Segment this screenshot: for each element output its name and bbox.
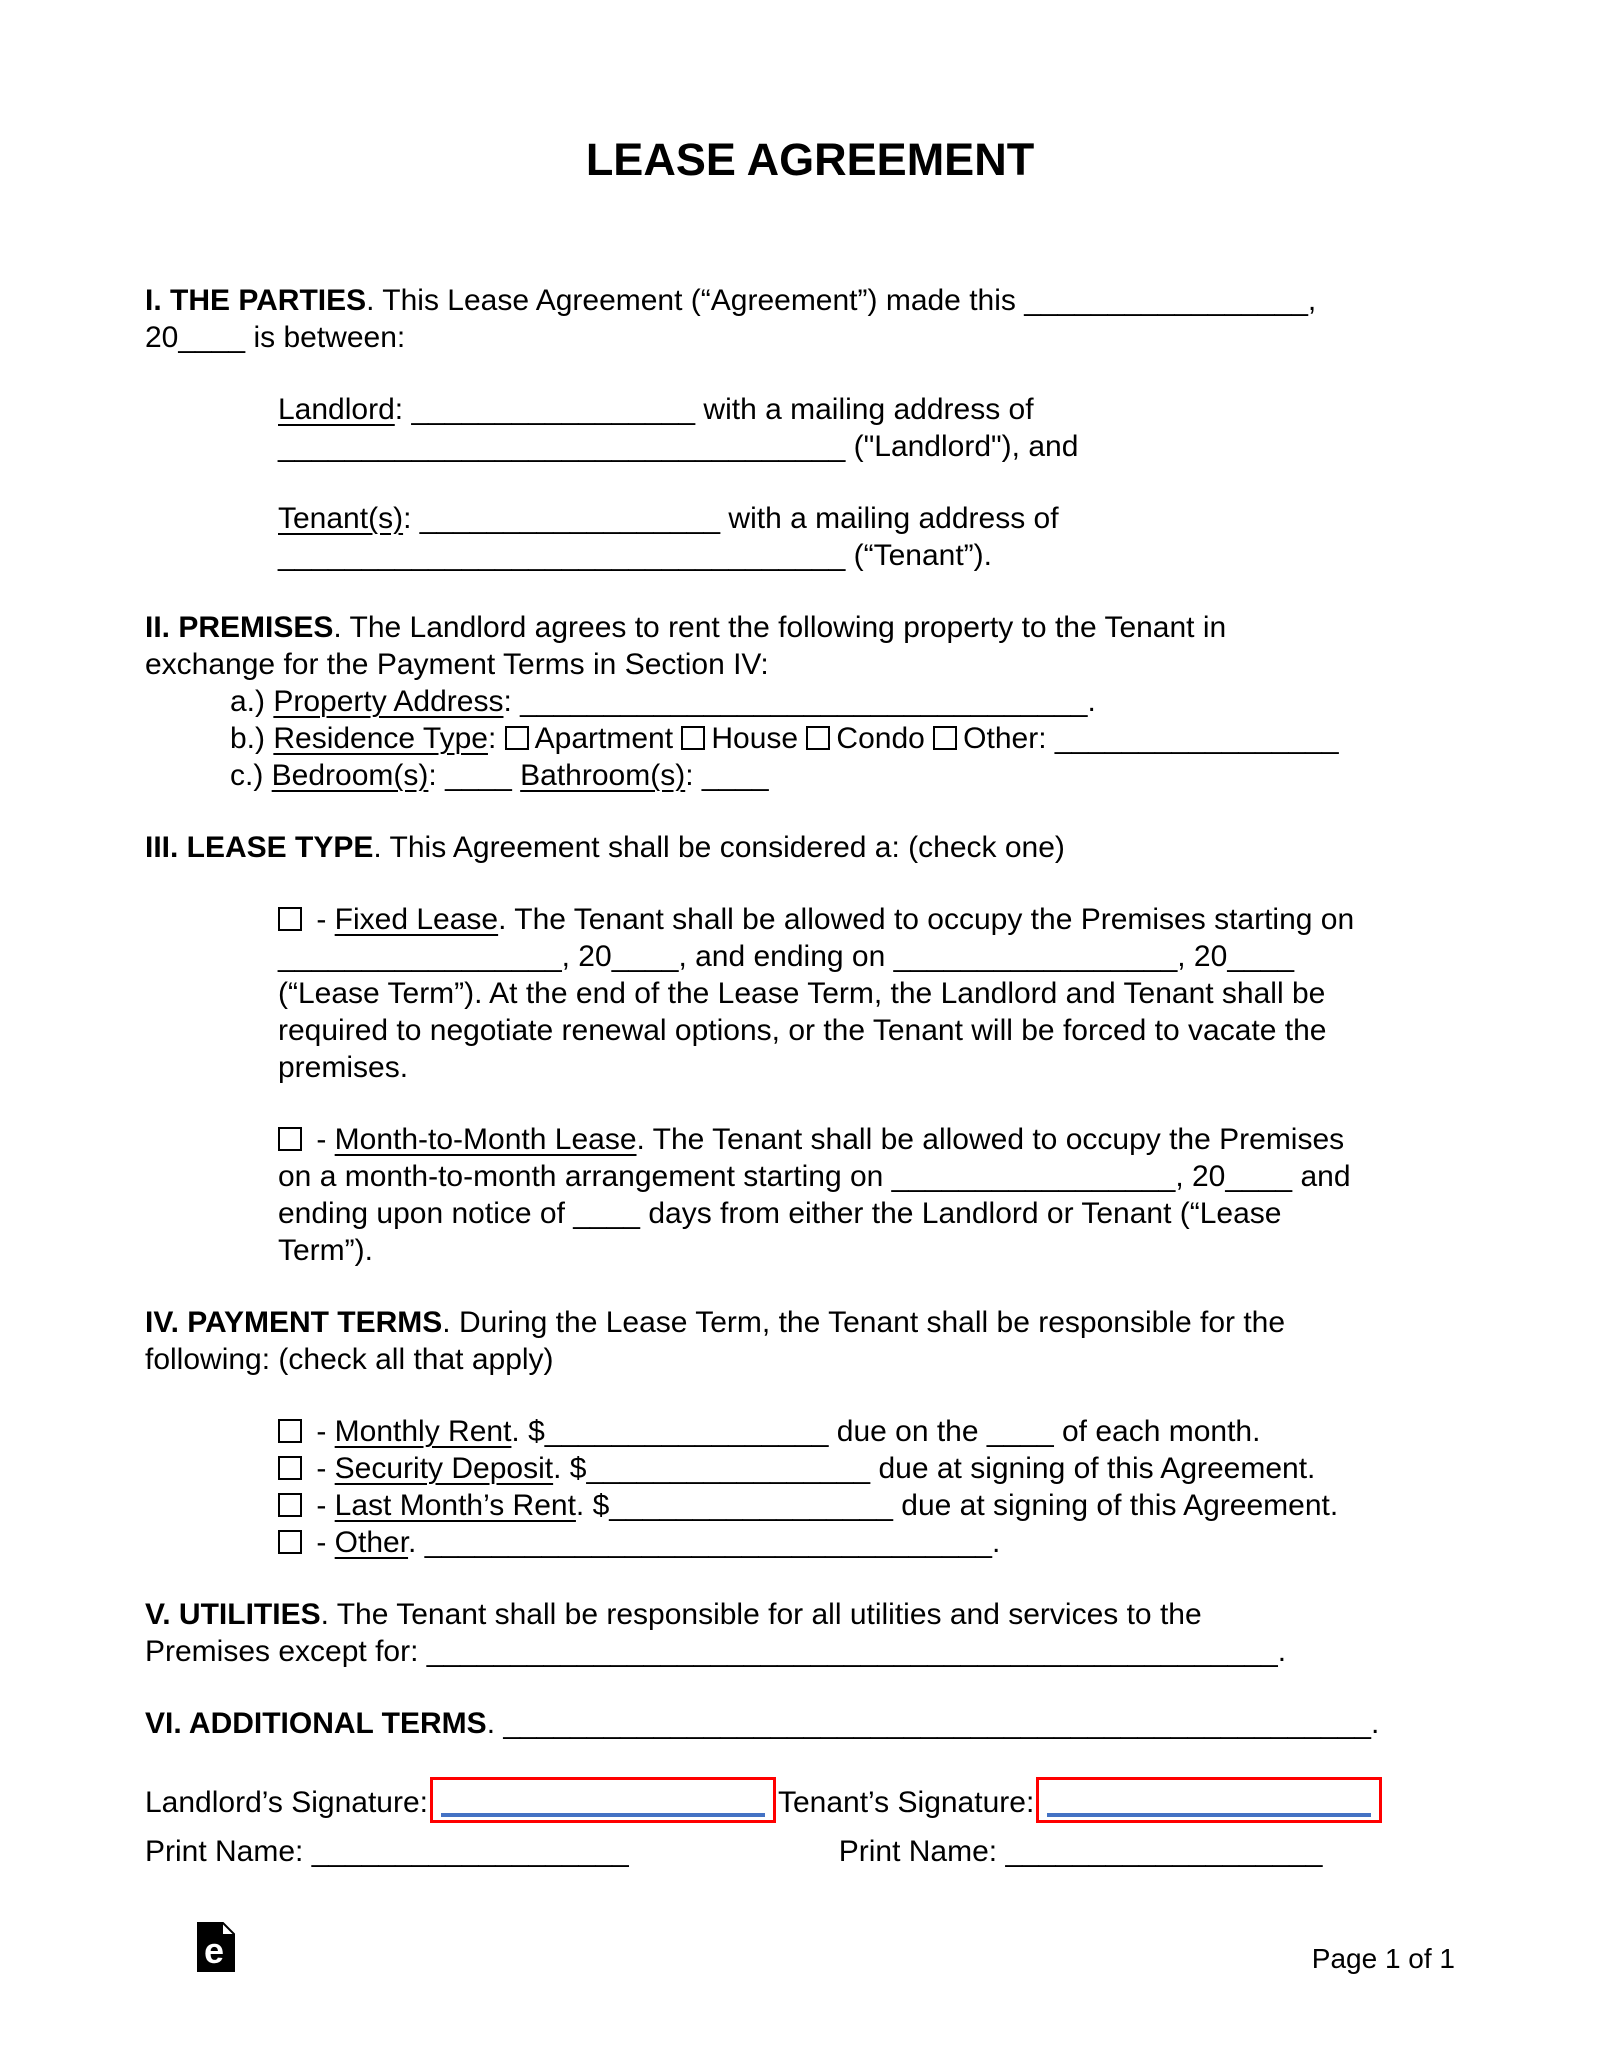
m2m-lease-line-2 (278, 1158, 1475, 1195)
text-run: : (503, 685, 521, 718)
blank-fixed-start-date: _________________ (278, 940, 562, 973)
utilities-line-2 (145, 1633, 1475, 1670)
text-run: . $ (553, 1452, 587, 1485)
text-run: Condo (836, 722, 934, 755)
text-run: . This Lease Agreement (“Agreement”) made this (366, 284, 1025, 317)
payment-security-deposit (278, 1450, 1475, 1487)
checkbox-condo[interactable] (806, 726, 830, 750)
text-run: and (1292, 1160, 1351, 1193)
lease-type-heading (145, 829, 1475, 866)
text-run: with a mailing address of (720, 502, 1059, 535)
section-2-heading: II. PREMISES (145, 611, 334, 644)
blank-utilities-exceptions: ___________________________________________________ (426, 1635, 1278, 1668)
text-run: . (408, 1526, 425, 1559)
text-run: Landlord (278, 393, 395, 426)
text-run: is between: (245, 321, 406, 354)
document-title: LEASE AGREEMENT (585, 134, 1035, 185)
text-run: , 20 (1177, 940, 1228, 973)
text-run: due on the (828, 1415, 987, 1448)
text-run: . The Landlord agrees to rent the following property to the Tenant in (333, 611, 1227, 644)
blank-tenant-address: __________________________________ (278, 539, 846, 572)
text-run: , 20 (1175, 1160, 1226, 1193)
checkbox-last-months-rent[interactable] (278, 1493, 302, 1517)
m2m-lease-line-1 (278, 1121, 1475, 1158)
tenant-line-2 (278, 537, 1475, 574)
landlord-signature-field[interactable] (430, 1777, 776, 1823)
blank-last-months-rent-amount: _________________ (609, 1489, 893, 1522)
text-run: Bedroom(s) (271, 759, 429, 792)
blank-property-address: __________________________________ (520, 685, 1088, 718)
section-5-heading: V. UTILITIES (145, 1598, 321, 1631)
text-run: Month-to-Month Lease (334, 1123, 637, 1156)
landlord-signature-label: Landlord’s Signature: (145, 1786, 428, 1819)
document-body (145, 282, 1475, 1870)
text-run: . $ (511, 1415, 545, 1448)
eforms-logo (197, 1922, 235, 1981)
text-run: House (711, 722, 807, 755)
text-run: - (308, 1526, 335, 1559)
blank-m2m-notice-days: ____ (573, 1197, 640, 1230)
premises-line-1 (145, 609, 1475, 646)
additional-terms-line (145, 1705, 1475, 1742)
text-run: . (1087, 685, 1096, 718)
m2m-lease-line-3 (278, 1195, 1475, 1232)
blank-fixed-end-year: ____ (1227, 940, 1295, 973)
text-run: . During the Lease Term, the Tenant shall be responsible for the (442, 1306, 1286, 1339)
text-run: (“Lease Term”). At the end of the Lease Term, the Landlord and Tenant shall be (278, 977, 1326, 1010)
text-run: b.) (230, 722, 274, 755)
blank-m2m-start-year: ____ (1225, 1160, 1293, 1193)
utilities-line-1 (145, 1596, 1475, 1633)
parties-paragraph-line-1 (145, 282, 1475, 319)
m2m-lease-line-4 (278, 1232, 1475, 1269)
text-run: : (685, 759, 702, 792)
fixed-lease-line-1 (278, 901, 1475, 938)
text-run: Security Deposit (334, 1452, 554, 1485)
blank-agreement-day: _________________ (1024, 284, 1308, 317)
text-run: days from either the Landlord or Tenant (“Lease (640, 1197, 1282, 1230)
text-run: with a mailing address of (695, 393, 1034, 426)
text-run: required to negotiate renewal options, or the Tenant will be forced to vacate the (278, 1014, 1327, 1047)
text-run: : (394, 393, 412, 426)
fixed-lease-line-3 (278, 975, 1475, 1012)
checkbox-house[interactable] (681, 726, 705, 750)
text-run: : (487, 722, 505, 755)
payment-terms-line-2 (145, 1341, 1475, 1378)
text-run: a.) (230, 685, 274, 718)
payment-last-months-rent (278, 1487, 1475, 1524)
section-1-heading: I. THE PARTIES (145, 284, 367, 317)
payment-monthly-rent (278, 1413, 1475, 1450)
blank-bathrooms: ____ (701, 759, 769, 792)
premises-item-a (230, 683, 1475, 720)
text-run (512, 759, 520, 792)
checkbox-month-to-month-lease[interactable] (278, 1127, 302, 1151)
text-run: Monthly Rent (334, 1415, 512, 1448)
blank-agreement-year: ____ (178, 321, 246, 354)
blank-other-payment: __________________________________ (424, 1526, 992, 1559)
blank-tenant-name: __________________ (419, 502, 721, 535)
text-run: following: (check all that apply) (145, 1343, 554, 1376)
text-run: . The Tenant shall be allowed to occupy the Premises (636, 1123, 1345, 1156)
text-run: Term”). (278, 1234, 373, 1267)
text-run: - (308, 1123, 335, 1156)
fixed-lease-line-2 (278, 938, 1475, 975)
payment-terms-line-1 (145, 1304, 1475, 1341)
blank-fixed-end-date: _________________ (893, 940, 1178, 973)
blank-rent-due-day: ____ (986, 1415, 1054, 1448)
text-run: 20 (145, 321, 179, 354)
blank-tenant-print-name: ___________________ (1005, 1835, 1323, 1868)
landlord-line-2 (278, 428, 1475, 465)
landlord-print-name-label: Print Name: (145, 1835, 312, 1868)
text-run: : (403, 502, 420, 535)
text-run: : (428, 759, 446, 792)
text-run: - (308, 903, 335, 936)
text-run: ("Landlord"), and (845, 430, 1079, 463)
text-run: (“Tenant”). (845, 539, 992, 572)
premises-line-2 (145, 646, 1475, 683)
premises-item-b (230, 720, 1475, 757)
eforms-document-icon (197, 1922, 235, 1972)
text-run: . (1277, 1635, 1287, 1668)
premises-item-c (230, 757, 1475, 794)
checkbox-apartment[interactable] (505, 726, 529, 750)
blank-security-deposit-amount: _________________ (586, 1452, 871, 1485)
text-run: Other (334, 1526, 409, 1559)
svg-text:e: e (203, 1930, 225, 1971)
text-run: ending upon notice of (278, 1197, 574, 1230)
checkbox-security-deposit[interactable] (278, 1456, 302, 1480)
text-run: due at signing of this Agreement. (870, 1452, 1316, 1485)
text-run: of each month. (1053, 1415, 1261, 1448)
text-run: - (308, 1489, 335, 1522)
section-6-heading: VI. ADDITIONAL TERMS (145, 1707, 487, 1740)
text-run: . (992, 1526, 1001, 1559)
text-run: Other: (963, 722, 1055, 755)
section-3-heading: III. LEASE TYPE (145, 831, 374, 864)
section-4-heading: IV. PAYMENT TERMS (145, 1306, 443, 1339)
checkbox-other-residence[interactable] (933, 726, 957, 750)
text-run: Property Address (273, 685, 504, 718)
text-run: . $ (575, 1489, 610, 1522)
text-run: Fixed Lease (334, 903, 499, 936)
text-run: Last Month’s Rent (334, 1489, 576, 1522)
fixed-lease-line-4 (278, 1012, 1475, 1049)
text-run: premises. (278, 1051, 409, 1084)
tenant-line-1 (278, 500, 1475, 537)
text-run: . This Agreement shall be considered a: (check one) (373, 831, 1065, 864)
checkbox-other-payment[interactable] (278, 1530, 302, 1554)
text-run: Bathroom(s) (520, 759, 686, 792)
text-run: . The Tenant shall be allowed to occupy the Premises starting on (498, 903, 1355, 936)
page-number: Page 1 of 1 (1311, 1943, 1455, 1974)
tenant-signature-field[interactable] (1036, 1777, 1382, 1823)
blank-fixed-start-year: ____ (611, 940, 679, 973)
blank-other-residence: _________________ (1054, 722, 1339, 755)
signature-row (145, 1777, 1475, 1823)
text-run: - (308, 1415, 335, 1448)
blank-m2m-start-date: _________________ (891, 1160, 1176, 1193)
checkbox-fixed-lease[interactable] (278, 907, 302, 931)
text-run: due at signing of this Agreement. (892, 1489, 1339, 1522)
text-run: , (1307, 284, 1317, 317)
tenant-print-name-label: Print Name: (838, 1835, 1006, 1868)
checkbox-monthly-rent[interactable] (278, 1419, 302, 1443)
blank-monthly-rent-amount: _________________ (544, 1415, 829, 1448)
text-run: c.) (230, 759, 272, 792)
text-run: exchange for the Payment Terms in Section IV: (145, 648, 769, 681)
payment-other (278, 1524, 1475, 1561)
text-run: Tenant(s) (278, 502, 404, 535)
text-run: , and ending on (678, 940, 894, 973)
text-run: Apartment (534, 722, 682, 755)
blank-additional-terms: ____________________________________________________ (503, 1707, 1371, 1740)
fixed-lease-line-5 (278, 1049, 1475, 1086)
text-run: - (308, 1452, 335, 1485)
text-run: . (1370, 1707, 1380, 1740)
text-run: Residence Type (273, 722, 488, 755)
text-run: . The Tenant shall be responsible for all utilities and services to the (320, 1598, 1202, 1631)
document-content (145, 0, 1475, 1870)
text-run: . (486, 1707, 504, 1740)
text-run: Premises except for: (145, 1635, 427, 1668)
tenant-signature-label: Tenant’s Signature: (777, 1786, 1035, 1819)
parties-paragraph-line-2 (145, 319, 1475, 356)
text-run: on a month-to-month arrangement starting on (278, 1160, 892, 1193)
blank-landlord-print-name: ___________________ (311, 1835, 629, 1868)
blank-landlord-name: _________________ (411, 393, 696, 426)
blank-bedrooms: ____ (445, 759, 512, 792)
landlord-line-1 (278, 391, 1475, 428)
text-run: , 20 (561, 940, 612, 973)
print-name-row (145, 1833, 1475, 1870)
blank-landlord-address: __________________________________ (278, 430, 846, 463)
